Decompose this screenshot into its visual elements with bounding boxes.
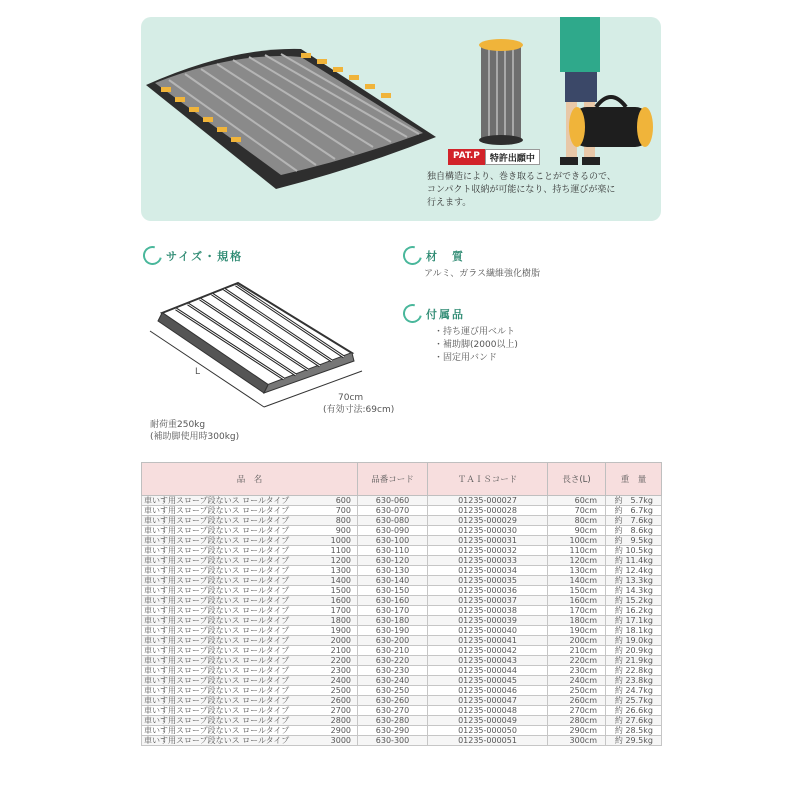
size-section-heading: サイズ・規格 xyxy=(143,246,243,265)
cell-tais-code: 01235-000043 xyxy=(428,656,548,666)
table-row xyxy=(142,516,662,526)
table-row xyxy=(142,626,662,636)
product-size-text: 600 xyxy=(335,496,351,505)
cell-product-code: 630-270 xyxy=(358,706,428,716)
cell-product-name xyxy=(142,566,358,576)
table-row xyxy=(142,496,662,506)
cell-length: 180cm xyxy=(548,616,606,626)
cell-length: 110cm xyxy=(548,546,606,556)
cell-length: 290cm xyxy=(548,726,606,736)
cell-product-name xyxy=(142,546,358,556)
cell-product-code: 630-090 xyxy=(358,526,428,536)
cell-tais-code: 01235-000044 xyxy=(428,666,548,676)
table-row xyxy=(142,616,662,626)
cell-length: 190cm xyxy=(548,626,606,636)
cell-tais-code: 01235-000039 xyxy=(428,616,548,626)
cell-product-code: 630-120 xyxy=(358,556,428,566)
section-ring-icon xyxy=(400,301,426,327)
cell-tais-code: 01235-000027 xyxy=(428,496,548,506)
product-size-text: 1800 xyxy=(330,616,351,625)
patent-mark: PAT.P xyxy=(448,149,485,165)
section-ring-icon xyxy=(400,243,426,269)
cell-product-name xyxy=(142,736,358,746)
cell-product-name xyxy=(142,516,358,526)
cell-product-name xyxy=(142,506,358,516)
product-name-text: 車いす用スロープ段ないス ロールタイプ xyxy=(144,496,290,505)
product-name-text: 車いす用スロープ段ないス ロールタイプ xyxy=(144,696,290,705)
accessory-item: ・持ち運び用ベルト xyxy=(434,327,516,337)
product-name-text: 車いす用スロープ段ないス ロールタイプ xyxy=(144,546,290,555)
cell-length: 170cm xyxy=(548,606,606,616)
cell-weight: 約 14.3kg xyxy=(606,586,662,596)
cell-product-code: 630-170 xyxy=(358,606,428,616)
cell-product-name xyxy=(142,676,358,686)
product-size-text: 1400 xyxy=(330,576,351,585)
header-product-code: 品番コード xyxy=(358,463,428,496)
cell-product-name xyxy=(142,586,358,596)
product-size-text: 2300 xyxy=(330,666,351,675)
table-row xyxy=(142,726,662,736)
product-name-text: 車いす用スロープ段ないス ロールタイプ xyxy=(144,506,290,515)
cell-length: 280cm xyxy=(548,716,606,726)
cell-length: 140cm xyxy=(548,576,606,586)
product-name-text: 車いす用スロープ段ないス ロールタイプ xyxy=(144,736,290,745)
header-product-name: 品 名 xyxy=(142,463,358,496)
material-section-heading: 材 質 xyxy=(403,246,465,265)
cell-product-name xyxy=(142,686,358,696)
product-size-text: 2100 xyxy=(330,646,351,655)
cell-product-name xyxy=(142,536,358,546)
cell-product-code: 630-070 xyxy=(358,506,428,516)
cell-tais-code: 01235-000028 xyxy=(428,506,548,516)
cell-weight: 約 19.0kg xyxy=(606,636,662,646)
cell-tais-code: 01235-000046 xyxy=(428,686,548,696)
cell-tais-code: 01235-000049 xyxy=(428,716,548,726)
cell-product-code: 630-280 xyxy=(358,716,428,726)
table-row xyxy=(142,706,662,716)
cell-tais-code: 01235-000030 xyxy=(428,526,548,536)
load-capacity-note: (補助脚使用時300kg) xyxy=(150,432,240,442)
cell-product-name xyxy=(142,716,358,726)
cell-weight: 約 10.5kg xyxy=(606,546,662,556)
product-name-text: 車いす用スロープ段ないス ロールタイプ xyxy=(144,686,290,695)
cell-weight: 約 12.4kg xyxy=(606,566,662,576)
product-size-text: 800 xyxy=(335,516,351,525)
product-name-text: 車いす用スロープ段ないス ロールタイプ xyxy=(144,656,290,665)
product-name-text: 車いす用スロープ段ないス ロールタイプ xyxy=(144,596,290,605)
cell-tais-code: 01235-000031 xyxy=(428,536,548,546)
cell-length: 300cm xyxy=(548,736,606,746)
cell-product-name xyxy=(142,706,358,716)
cell-weight: 約 9.5kg xyxy=(606,536,662,546)
description-line: コンパクト収納が可能になり、持ち運びが楽に xyxy=(427,185,616,195)
cell-product-name xyxy=(142,576,358,586)
cell-product-code: 630-180 xyxy=(358,616,428,626)
product-name-text: 車いす用スロープ段ないス ロールタイプ xyxy=(144,606,290,615)
table-row xyxy=(142,556,662,566)
cell-tais-code: 01235-000045 xyxy=(428,676,548,686)
cell-product-code: 630-290 xyxy=(358,726,428,736)
product-size-text: 1600 xyxy=(330,596,351,605)
table-row xyxy=(142,606,662,616)
cell-tais-code: 01235-000047 xyxy=(428,696,548,706)
cell-length: 60cm xyxy=(548,496,606,506)
header-weight: 重 量 xyxy=(606,463,662,496)
product-size-text: 2800 xyxy=(330,716,351,725)
cell-tais-code: 01235-000029 xyxy=(428,516,548,526)
panel-description xyxy=(427,171,647,210)
product-name-text: 車いす用スロープ段ないス ロールタイプ xyxy=(144,526,290,535)
cell-tais-code: 01235-000035 xyxy=(428,576,548,586)
product-size-text: 1200 xyxy=(330,556,351,565)
product-name-text: 車いす用スロープ段ないス ロールタイプ xyxy=(144,676,290,685)
cell-product-name xyxy=(142,556,358,566)
cell-product-name xyxy=(142,526,358,536)
cell-weight: 約 17.1kg xyxy=(606,616,662,626)
header-tais-code: ＴＡＩＳコード xyxy=(428,463,548,496)
table-row xyxy=(142,636,662,646)
product-size-text: 1100 xyxy=(330,546,351,555)
cell-length: 120cm xyxy=(548,556,606,566)
cell-tais-code: 01235-000040 xyxy=(428,626,548,636)
cell-length: 130cm xyxy=(548,566,606,576)
cell-weight: 約 15.2kg xyxy=(606,596,662,606)
table-row xyxy=(142,676,662,686)
cell-weight: 約 6.7kg xyxy=(606,506,662,516)
product-photo-panel xyxy=(141,17,661,221)
cell-weight: 約 29.5kg xyxy=(606,736,662,746)
cell-length: 220cm xyxy=(548,656,606,666)
cell-product-name xyxy=(142,696,358,706)
table-row xyxy=(142,546,662,556)
table-row xyxy=(142,696,662,706)
cell-tais-code: 01235-000051 xyxy=(428,736,548,746)
cell-weight: 約 13.3kg xyxy=(606,576,662,586)
cell-length: 90cm xyxy=(548,526,606,536)
cell-weight: 約 8.6kg xyxy=(606,526,662,536)
product-size-text: 1500 xyxy=(330,586,351,595)
cell-product-name xyxy=(142,726,358,736)
cell-length: 250cm xyxy=(548,686,606,696)
cell-tais-code: 01235-000036 xyxy=(428,586,548,596)
table-row xyxy=(142,666,662,676)
product-size-text: 2400 xyxy=(330,676,351,685)
cell-tais-code: 01235-000041 xyxy=(428,636,548,646)
cell-product-code: 630-060 xyxy=(358,496,428,506)
product-name-text: 車いす用スロープ段ないス ロールタイプ xyxy=(144,626,290,635)
cell-weight: 約 28.5kg xyxy=(606,726,662,736)
accessories-section-heading: 付属品 xyxy=(403,304,465,323)
cell-product-code: 630-230 xyxy=(358,666,428,676)
cell-weight: 約 21.9kg xyxy=(606,656,662,666)
cell-tais-code: 01235-000037 xyxy=(428,596,548,606)
product-name-text: 車いす用スロープ段ないス ロールタイプ xyxy=(144,636,290,645)
cell-product-code: 630-100 xyxy=(358,536,428,546)
cell-product-name xyxy=(142,656,358,666)
cell-product-code: 630-160 xyxy=(358,596,428,606)
cell-weight: 約 26.6kg xyxy=(606,706,662,716)
table-header-row xyxy=(142,463,662,496)
cell-length: 80cm xyxy=(548,516,606,526)
product-size-text: 1300 xyxy=(330,566,351,575)
table-row xyxy=(142,736,662,746)
cell-length: 160cm xyxy=(548,596,606,606)
accessories-list xyxy=(434,326,518,365)
product-name-text: 車いす用スロープ段ないス ロールタイプ xyxy=(144,576,290,585)
patent-badge xyxy=(448,149,540,165)
cell-product-code: 630-150 xyxy=(358,586,428,596)
table-row xyxy=(142,536,662,546)
cell-length: 210cm xyxy=(548,646,606,656)
product-size-text: 1900 xyxy=(330,626,351,635)
table-row xyxy=(142,686,662,696)
product-size-text: 2500 xyxy=(330,686,351,695)
cell-weight: 約 27.6kg xyxy=(606,716,662,726)
cell-length: 150cm xyxy=(548,586,606,596)
product-size-text: 700 xyxy=(335,506,351,515)
table-row xyxy=(142,566,662,576)
product-name-text: 車いす用スロープ段ないス ロールタイプ xyxy=(144,706,290,715)
spec-table xyxy=(141,462,662,746)
product-size-text: 2200 xyxy=(330,656,351,665)
load-capacity: 耐荷重250kg xyxy=(150,420,206,430)
product-size-text: 3000 xyxy=(330,736,351,745)
product-name-text: 車いす用スロープ段ないス ロールタイプ xyxy=(144,666,290,675)
table-row xyxy=(142,646,662,656)
table-row xyxy=(142,716,662,726)
product-name-text: 車いす用スロープ段ないス ロールタイプ xyxy=(144,556,290,565)
product-name-text: 車いす用スロープ段ないス ロールタイプ xyxy=(144,516,290,525)
product-size-text: 1700 xyxy=(330,606,351,615)
product-size-text: 2900 xyxy=(330,726,351,735)
cell-product-code: 630-190 xyxy=(358,626,428,636)
table-row xyxy=(142,656,662,666)
cell-weight: 約 11.4kg xyxy=(606,556,662,566)
section-ring-icon xyxy=(140,243,166,269)
cell-product-code: 630-260 xyxy=(358,696,428,706)
product-name-text: 車いす用スロープ段ないス ロールタイプ xyxy=(144,586,290,595)
cell-tais-code: 01235-000050 xyxy=(428,726,548,736)
header-length: 長さ(L) xyxy=(548,463,606,496)
cell-product-code: 630-250 xyxy=(358,686,428,696)
cell-product-name xyxy=(142,596,358,606)
product-size-text: 900 xyxy=(335,526,351,535)
cell-weight: 約 18.1kg xyxy=(606,626,662,636)
cell-length: 100cm xyxy=(548,536,606,546)
product-name-text: 車いす用スロープ段ないス ロールタイプ xyxy=(144,716,290,725)
cell-weight: 約 7.6kg xyxy=(606,516,662,526)
cell-length: 270cm xyxy=(548,706,606,716)
cell-weight: 約 22.8kg xyxy=(606,666,662,676)
cell-tais-code: 01235-000048 xyxy=(428,706,548,716)
cell-product-code: 630-300 xyxy=(358,736,428,746)
cell-tais-code: 01235-000034 xyxy=(428,566,548,576)
length-label: L xyxy=(195,367,201,377)
cell-product-code: 630-200 xyxy=(358,636,428,646)
patent-pending-label: 特許出願中 xyxy=(485,149,540,165)
cell-product-name xyxy=(142,496,358,506)
cell-product-code: 630-140 xyxy=(358,576,428,586)
product-name-text: 車いす用スロープ段ないス ロールタイプ xyxy=(144,616,290,625)
table-row xyxy=(142,526,662,536)
cell-product-code: 630-110 xyxy=(358,546,428,556)
cell-weight: 約 5.7kg xyxy=(606,496,662,506)
cell-product-code: 630-130 xyxy=(358,566,428,576)
cell-length: 70cm xyxy=(548,506,606,516)
table-row xyxy=(142,586,662,596)
cell-weight: 約 23.8kg xyxy=(606,676,662,686)
cell-weight: 約 24.7kg xyxy=(606,686,662,696)
cell-product-code: 630-210 xyxy=(358,646,428,656)
cell-tais-code: 01235-000042 xyxy=(428,646,548,656)
description-line: 独自構造により、巻き取ることができるので、 xyxy=(427,172,616,182)
description-line: 行えます。 xyxy=(427,198,472,208)
product-name-text: 車いす用スロープ段ないス ロールタイプ xyxy=(144,536,290,545)
product-size-text: 2000 xyxy=(330,636,351,645)
width-label: 70cm xyxy=(338,393,364,403)
cell-product-code: 630-240 xyxy=(358,676,428,686)
cell-weight: 約 20.9kg xyxy=(606,646,662,656)
cell-tais-code: 01235-000033 xyxy=(428,556,548,566)
cell-tais-code: 01235-000038 xyxy=(428,606,548,616)
product-name-text: 車いす用スロープ段ないス ロールタイプ xyxy=(144,726,290,735)
cell-length: 240cm xyxy=(548,676,606,686)
table-row xyxy=(142,596,662,606)
cell-product-name xyxy=(142,616,358,626)
cell-product-name xyxy=(142,626,358,636)
product-size-text: 2600 xyxy=(330,696,351,705)
effective-width-label: (有効寸法:69cm) xyxy=(323,405,395,415)
cell-tais-code: 01235-000032 xyxy=(428,546,548,556)
cell-product-name xyxy=(142,636,358,646)
cell-length: 260cm xyxy=(548,696,606,706)
cell-length: 200cm xyxy=(548,636,606,646)
cell-product-code: 630-220 xyxy=(358,656,428,666)
cell-weight: 約 16.2kg xyxy=(606,606,662,616)
material-text: アルミ、ガラス繊維強化樹脂 xyxy=(424,269,541,279)
cell-weight: 約 25.7kg xyxy=(606,696,662,706)
cell-length: 230cm xyxy=(548,666,606,676)
product-size-text: 2700 xyxy=(330,706,351,715)
cell-product-code: 630-080 xyxy=(358,516,428,526)
product-size-text: 1000 xyxy=(330,536,351,545)
product-name-text: 車いす用スロープ段ないス ロールタイプ xyxy=(144,566,290,575)
product-name-text: 車いす用スロープ段ないス ロールタイプ xyxy=(144,646,290,655)
table-row xyxy=(142,506,662,516)
cell-product-name xyxy=(142,606,358,616)
accessory-item: ・補助脚(2000以上) xyxy=(434,340,518,350)
accessory-item: ・固定用バンド xyxy=(434,353,498,363)
table-row xyxy=(142,576,662,586)
cell-product-name xyxy=(142,666,358,676)
cell-product-name xyxy=(142,646,358,656)
